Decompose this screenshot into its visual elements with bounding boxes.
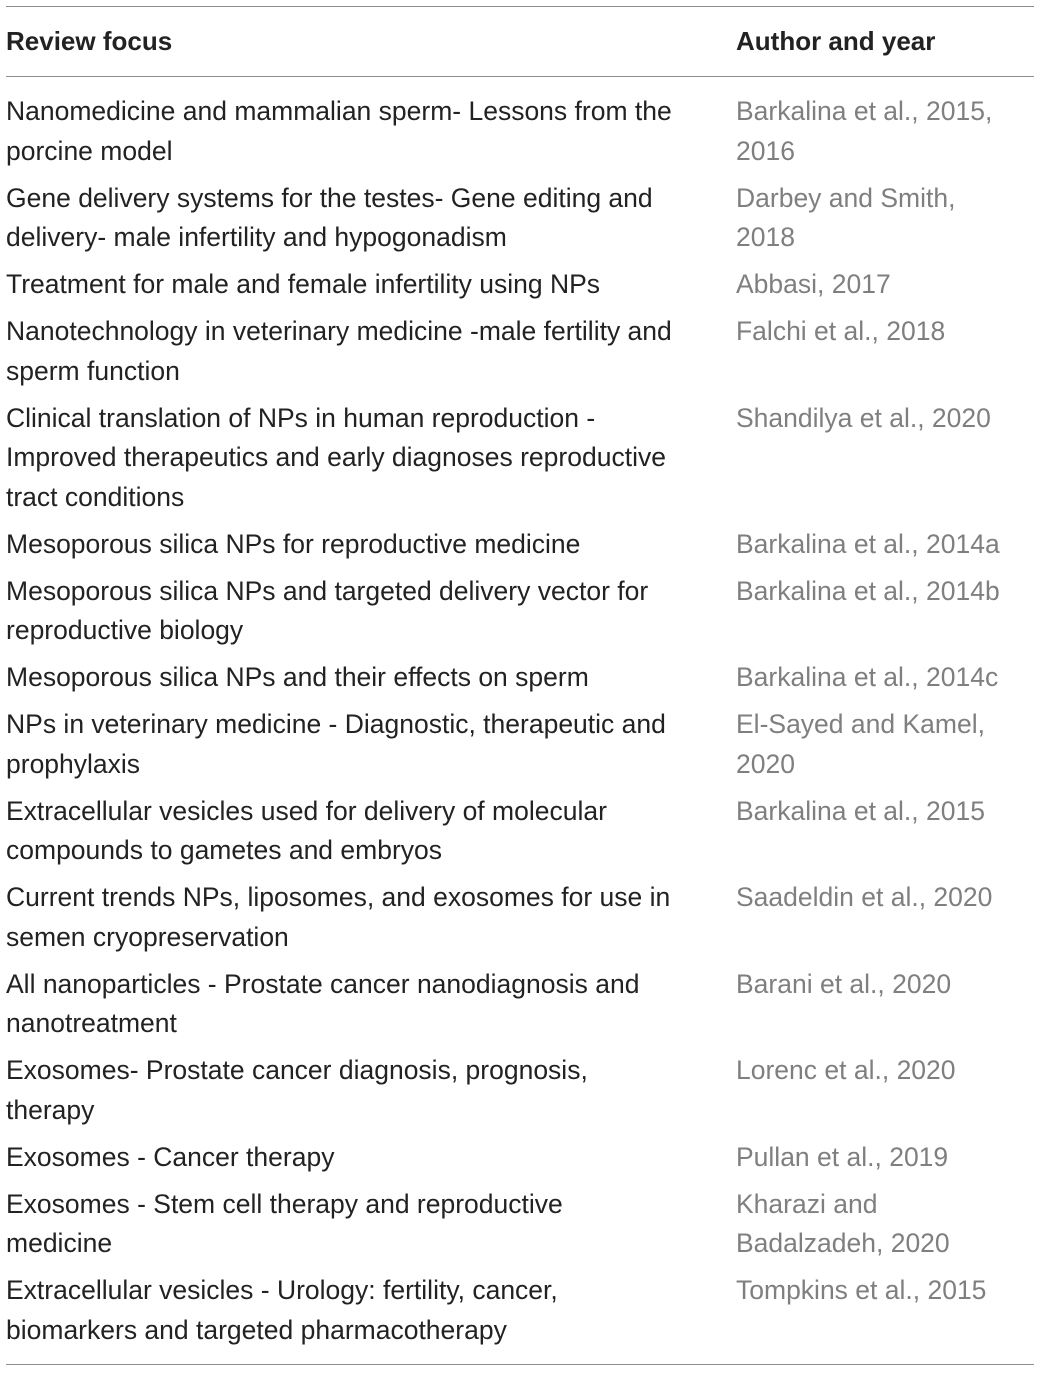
review-focus-cell: Mesoporous silica NPs and targeted delivery vector for reproductive biology [6,575,649,645]
review-focus-cell: Clinical translation of NPs in human reproduction - Improved therapeutics and early diagnoses reproductive tract conditions [6,402,666,512]
table-row [6,878,1034,965]
review-focus-cell: Exosomes - Cancer therapy [6,1141,335,1172]
review-focus-cell: Exosomes- Prostate cancer diagnosis, prognosis, therapy [6,1055,588,1125]
header-author-and-year: Author and year [736,26,936,56]
table-body [6,77,1034,1365]
table-row [6,1271,1034,1365]
author-year-cell: Kharazi and Badalzadeh, 2020 [736,1188,950,1258]
author-year-cell: Falchi et al., 2018 [736,316,946,346]
author-year-cell: Barkalina et al., 2014b [736,575,1000,606]
review-focus-cell: Extracellular vesicles - Urology: fertility, cancer, biomarkers and targeted pharmacotherapy [6,1275,558,1345]
table-row [6,965,1034,1052]
review-focus-cell: All nanoparticles - Prostate cancer nanodiagnosis and nanotreatment [6,968,640,1038]
table-row [6,312,1034,399]
review-focus-cell: Treatment for male and female infertility using NPs [6,269,601,299]
author-year-cell: Barkalina et al., 2015, 2016 [736,96,993,166]
table-row [6,572,1034,659]
author-year-cell: Saadeldin et al., 2020 [736,882,993,912]
table-row [6,705,1034,792]
table-row [6,1185,1034,1272]
author-year-cell: Barkalina et al., 2014c [736,662,999,692]
review-focus-cell: Current trends NPs, liposomes, and exosomes for use in semen cryopreservation [6,882,671,952]
header-row [6,7,1034,77]
author-year-cell: Barkalina et al., 2014a [736,528,1000,559]
author-year-cell: Shandilya et al., 2020 [736,402,991,433]
table-row [6,658,1034,705]
author-year-cell: Barkalina et al., 2015 [736,795,985,826]
table-row [6,179,1034,266]
table-row [6,399,1034,525]
table-row [6,77,1034,179]
author-year-cell: Tompkins et al., 2015 [736,1275,987,1305]
author-year-cell: Abbasi, 2017 [736,269,891,299]
review-focus-cell: Nanotechnology in veterinary medicine -male fertility and sperm function [6,316,672,386]
author-year-cell: El-Sayed and Kamel, 2020 [736,709,985,779]
author-year-cell: Pullan et al., 2019 [736,1141,949,1172]
review-focus-cell: Mesoporous silica NPs for reproductive medicine [6,528,581,559]
table-row [6,1138,1034,1185]
review-focus-cell: Extracellular vesicles used for delivery of molecular compounds to gametes and embryos [6,795,607,865]
author-year-cell: Darbey and Smith, 2018 [736,182,956,252]
review-focus-cell: Nanomedicine and mammalian sperm- Lessons from the porcine model [6,96,672,166]
review-focus-cell: Gene delivery systems for the testes- Gene editing and delivery- male infertility and hypogonadism [6,182,653,252]
author-year-cell: Barani et al., 2020 [736,968,952,999]
table-row [6,792,1034,879]
review-focus-cell: Exosomes - Stem cell therapy and reproductive medicine [6,1188,563,1258]
review-focus-cell: Mesoporous silica NPs and their effects on sperm [6,662,589,692]
table-header [6,7,1034,77]
table-row [6,525,1034,572]
table-row [6,1051,1034,1138]
author-year-cell: Lorenc et al., 2020 [736,1055,956,1085]
header-review-focus: Review focus [6,26,173,56]
table-row [6,265,1034,312]
review-table [6,6,1034,1365]
review-focus-cell: NPs in veterinary medicine - Diagnostic, therapeutic and prophylaxis [6,709,666,779]
